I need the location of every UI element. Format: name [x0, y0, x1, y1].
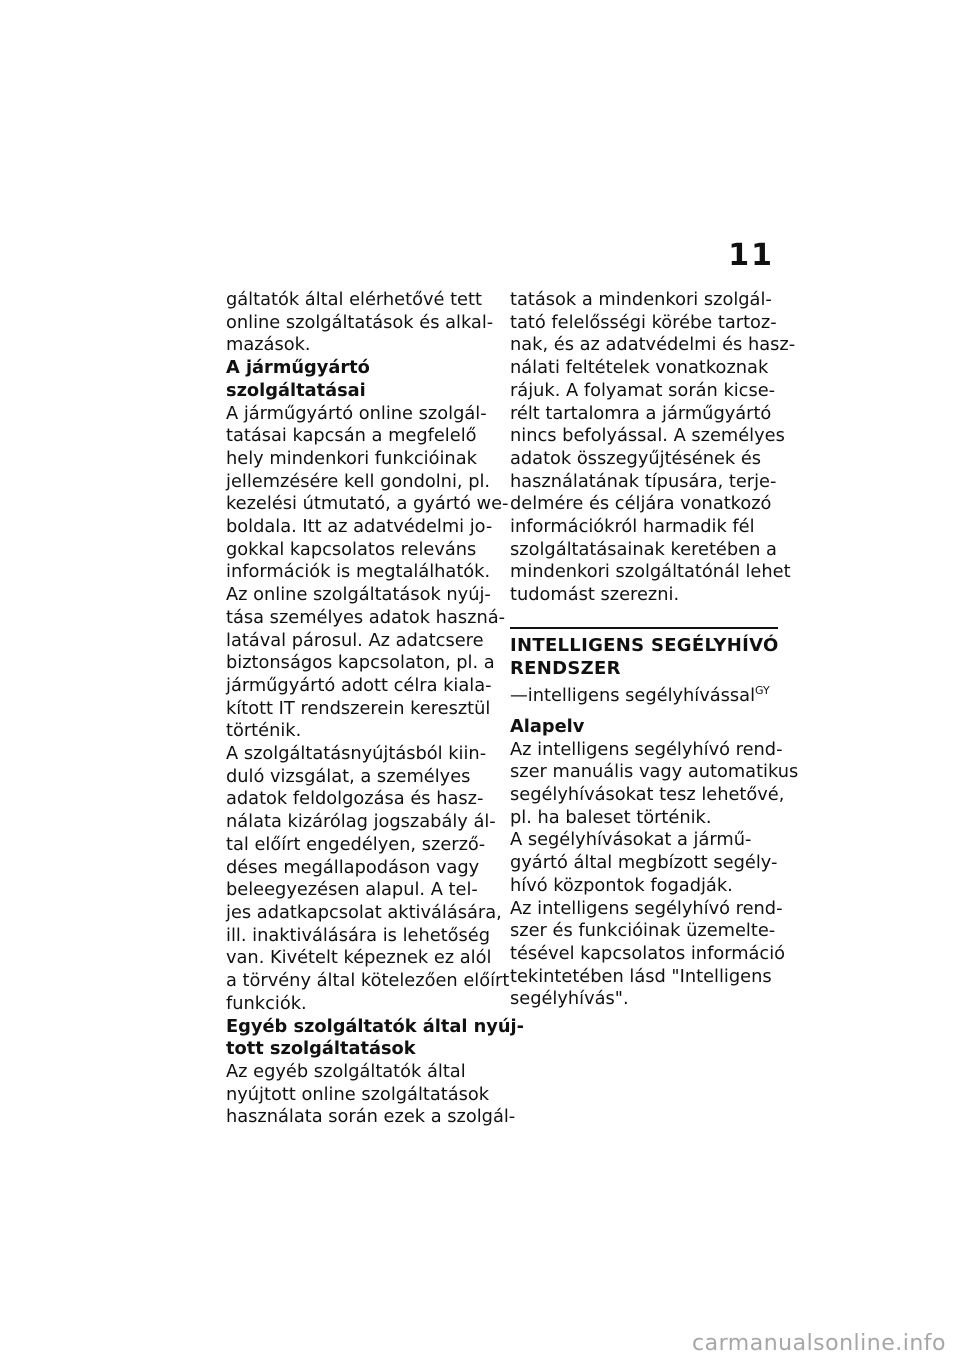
text-line: tekintetében lásd "Intelligens — [510, 965, 772, 987]
text-line: jes adatkapcsolat aktiválására, — [226, 901, 502, 923]
section-title — [510, 635, 778, 680]
text-line: nálata kizárólag jogszabály ál- — [226, 811, 496, 833]
text-line: segélyhívásokat tesz lehetővé, — [510, 784, 785, 806]
text-line: Az egyéb szolgáltatók által — [226, 1060, 466, 1082]
text-line: használata során ezek a szolgál- — [226, 1106, 516, 1128]
text-line: a törvény által kötelezően előírt — [226, 970, 510, 992]
text-line: tal előírt engedélyen, szerző- — [226, 833, 486, 855]
heading-manufacturer-services: A járműgyártó szolgáltatásai — [226, 357, 370, 401]
feature-subline — [510, 680, 778, 708]
text-line: adatok összegyűjtésének és — [510, 447, 762, 469]
principle-paragraph — [510, 738, 799, 830]
text-line: szolgáltatásainak keretében a — [510, 538, 777, 560]
text-line: A szolgáltatásnyújtásból kiin- — [226, 743, 487, 765]
text-line: nálati feltételek vonatkoznak — [510, 357, 769, 379]
text-line: ill. inaktiválására is lehetőség — [226, 924, 491, 946]
text-line: hívó központok fogadják. — [510, 874, 733, 896]
watermark: carmanualsonline.info — [692, 1331, 946, 1356]
text-line: gyártó által megbízott segély- — [510, 852, 778, 874]
text-line: online szolgáltatások és alkal- — [226, 311, 494, 333]
left-column — [226, 289, 525, 1129]
text-line: A segélyhívásokat a jármű- — [510, 829, 752, 851]
text-line: tása személyes adatok haszná- — [226, 606, 506, 628]
text-line: mazások. — [226, 334, 311, 356]
text-line: adatok feldolgozása és hasz- — [226, 788, 484, 810]
text-line: kított IT rendszerein keresztül — [226, 697, 491, 719]
text-line: RENDSZER — [510, 657, 621, 679]
text-line: járműgyártó adott célra kiala- — [226, 674, 492, 696]
text-line: hely mindenkori funkcióinak — [226, 447, 477, 469]
text-line: biztonságos kapcsolaton, pl. a — [226, 652, 495, 674]
text-line: Egyéb szolgáltatók által nyúj- — [226, 1015, 525, 1037]
text-line: nyújtott online szolgáltatások — [226, 1083, 490, 1105]
text-line: boldala. Itt az adatvédelmi jo- — [226, 516, 493, 538]
text-line: delmére és céljára vonatkozó — [510, 493, 772, 515]
text-line: van. Kivételt képeznek ez alól — [226, 947, 492, 969]
text-line: INTELLIGENS SEGÉLYHÍVÓ — [510, 634, 779, 656]
text-line: nincs befolyással. A személyes — [510, 425, 785, 447]
text-line: rélt tartalomra a járműgyártó — [510, 402, 772, 424]
text-line: gáltatók által elérhetővé tett — [226, 289, 482, 310]
data-processing-paragraph — [226, 743, 510, 1015]
right-column — [510, 289, 799, 1011]
manufacturer-services-paragraph — [226, 402, 509, 744]
text-line: déses megállapodáson vagy — [226, 856, 480, 878]
text-line: tott szolgáltatások — [226, 1038, 416, 1060]
text-line: rájuk. A folyamat során kicse- — [510, 379, 776, 401]
text-line: információkról harmadik fél — [510, 516, 755, 538]
text-line: tató felelősségi körébe tartoz- — [510, 311, 777, 333]
text-line: jellemzésére kell gondolni, pl. — [226, 470, 491, 492]
text-line: mindenkori szolgáltatónál lehet — [510, 561, 791, 583]
text-line: duló vizsgálat, a személyes — [226, 765, 471, 787]
emergency-calls-paragraph — [510, 829, 778, 897]
text-line: történik. — [226, 720, 302, 742]
subline-text: —intelligens segélyhívással — [510, 685, 756, 707]
text-line: Az intelligens segélyhívó rend- — [510, 897, 783, 919]
page-number: 11 — [728, 238, 774, 273]
text-line: kezelési útmutató, a gyártó we- — [226, 493, 509, 515]
intro-paragraph — [226, 289, 494, 357]
text-line: használatának típusára, terje- — [510, 470, 777, 492]
text-line: tatások a mindenkori szolgál- — [510, 289, 772, 310]
text-line: nak, és az adatvédelmi és hasz- — [510, 334, 796, 356]
text-line: szer manuális vagy automatikus — [510, 761, 799, 783]
other-providers-paragraph — [226, 1060, 516, 1129]
text-line: gokkal kapcsolatos releváns — [226, 538, 477, 560]
text-line: szer és funkcióinak üzemelte- — [510, 920, 776, 942]
text-line: funkciók. — [226, 992, 307, 1014]
text-line: Az intelligens segélyhívó rend- — [510, 738, 783, 760]
heading-other-providers — [226, 1015, 525, 1061]
subline-superscript: GY — [755, 684, 770, 698]
operation-info-paragraph — [510, 897, 786, 1012]
third-party-paragraph — [510, 289, 796, 607]
text-line: pl. ha baleset történik. — [510, 806, 712, 828]
heading-principle: Alapelv — [510, 715, 585, 737]
text-line: latával párosul. Az adatcsere — [226, 629, 484, 651]
text-line: beleegyezésen alapul. A tel- — [226, 879, 478, 901]
text-line: információk is megtalálhatók. — [226, 561, 491, 583]
text-line: tudomást szerezni. — [510, 584, 680, 606]
text-line: Az online szolgáltatások nyúj- — [226, 584, 491, 606]
text-line: segélyhívás". — [510, 988, 629, 1010]
text-line: tatásai kapcsán a megfelelő — [226, 425, 477, 447]
text-line: A járműgyártó online szolgál- — [226, 402, 487, 424]
section-divider — [510, 627, 778, 680]
text-line: tésével kapcsolatos információ — [510, 942, 786, 964]
